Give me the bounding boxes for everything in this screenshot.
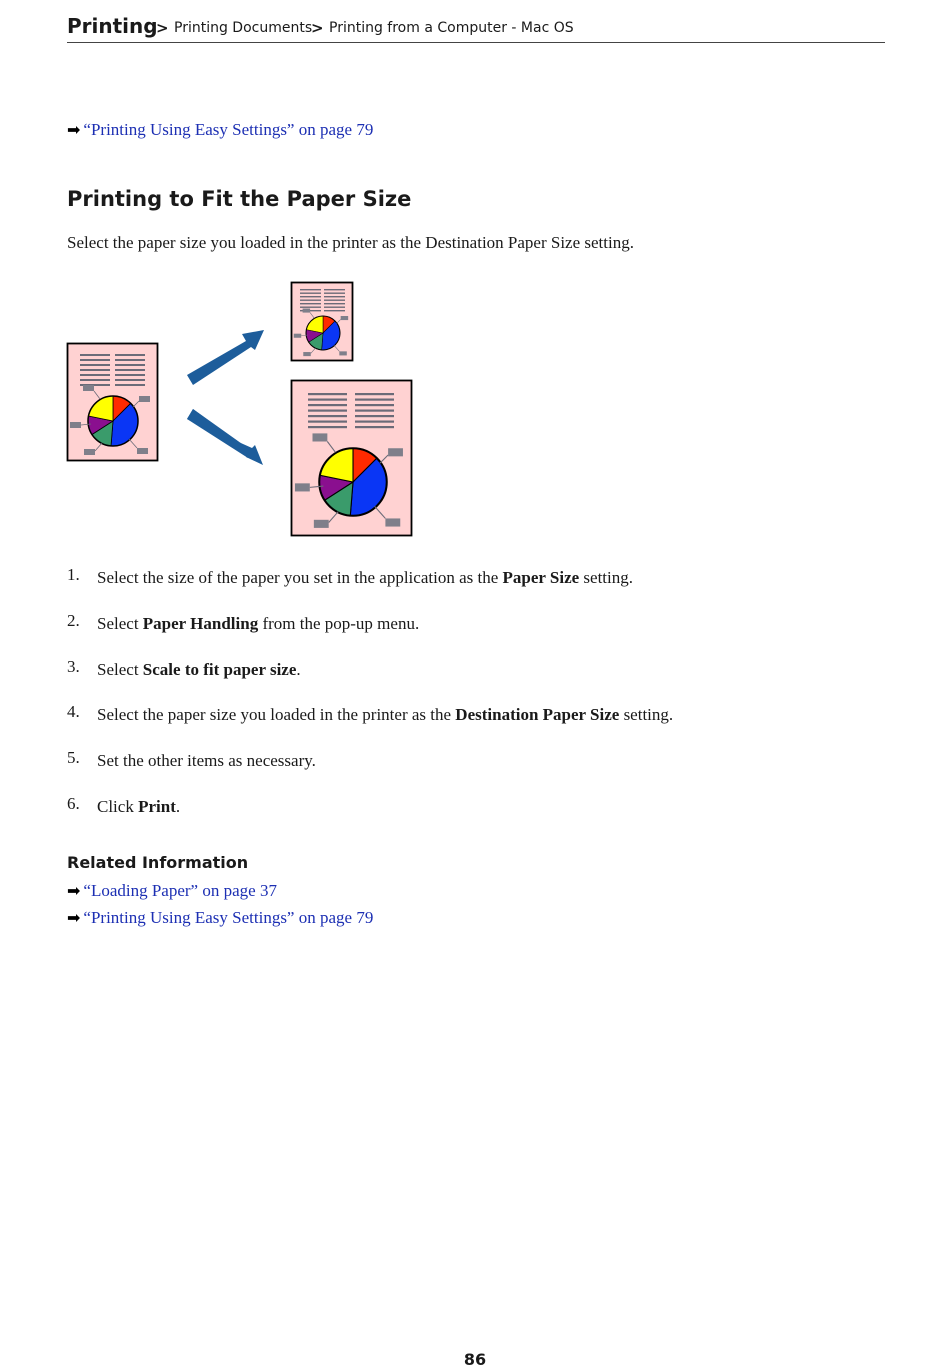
step-number: 2. — [67, 611, 80, 630]
step-number: 5. — [67, 748, 80, 767]
arrow-right-icon: ➡ — [67, 910, 81, 927]
step-text: Select the paper size you loaded in the printer as the — [97, 705, 456, 724]
link-easy-settings[interactable]: “Printing Using Easy Settings” on page 79 — [83, 908, 374, 927]
fit-to-paper-illustration — [60, 275, 430, 545]
step-ui-term: Paper Handling — [142, 614, 259, 633]
breadcrumb-item-printing-documents: Printing Documents — [174, 20, 313, 36]
step-text: setting. — [619, 705, 674, 724]
step-number: 1. — [67, 565, 80, 584]
arrow-right-icon: ➡ — [67, 122, 81, 139]
step-text: from the pop-up menu. — [258, 614, 420, 633]
reduced-page-icon — [292, 283, 353, 361]
original-page-icon — [68, 344, 158, 461]
page-number: 86 — [463, 1350, 487, 1369]
related-link-row — [67, 908, 373, 928]
arrow-right-icon: ➡ — [67, 883, 81, 900]
step-text: . — [296, 660, 301, 679]
breadcrumb-separator: > — [311, 19, 324, 37]
related-information-title: Related Information — [67, 853, 249, 872]
related-link-row — [67, 120, 373, 140]
arrow-enlarge-icon — [187, 409, 263, 465]
section-title: Printing to Fit the Paper Size — [67, 187, 412, 211]
step-text: Select — [97, 660, 143, 679]
step-number: 4. — [67, 702, 80, 721]
step-ui-term: Print — [138, 797, 176, 816]
step-text: Click — [97, 797, 139, 816]
step-ui-term: Destination Paper Size — [455, 705, 620, 724]
step-text: Set the other items as necessary. — [97, 751, 316, 770]
breadcrumb-root: Printing — [67, 14, 158, 38]
step-ui-term: Paper Size — [502, 568, 580, 587]
step-number: 3. — [67, 657, 80, 676]
enlarged-page-icon — [292, 381, 412, 536]
section-intro: Select the paper size you loaded in the printer as the Destination Paper Size setting. — [67, 233, 634, 252]
arrow-reduce-icon — [187, 330, 264, 385]
breadcrumb — [67, 12, 885, 43]
step-text: setting. — [579, 568, 634, 587]
step-text: Select — [97, 614, 143, 633]
link-loading-paper[interactable]: “Loading Paper” on page 37 — [83, 881, 277, 900]
step-text: . — [175, 797, 181, 816]
step-text: Select the size of the paper you set in the application as the — [97, 568, 503, 587]
related-link-row — [67, 881, 277, 901]
breadcrumb-item-mac-os: Printing from a Computer - Mac OS — [329, 20, 574, 36]
link-easy-settings-top[interactable]: “Printing Using Easy Settings” on page 79 — [83, 120, 374, 139]
breadcrumb-separator: > — [156, 19, 169, 37]
step-number: 6. — [67, 794, 80, 813]
step-ui-term: Scale to fit paper size — [142, 660, 297, 679]
